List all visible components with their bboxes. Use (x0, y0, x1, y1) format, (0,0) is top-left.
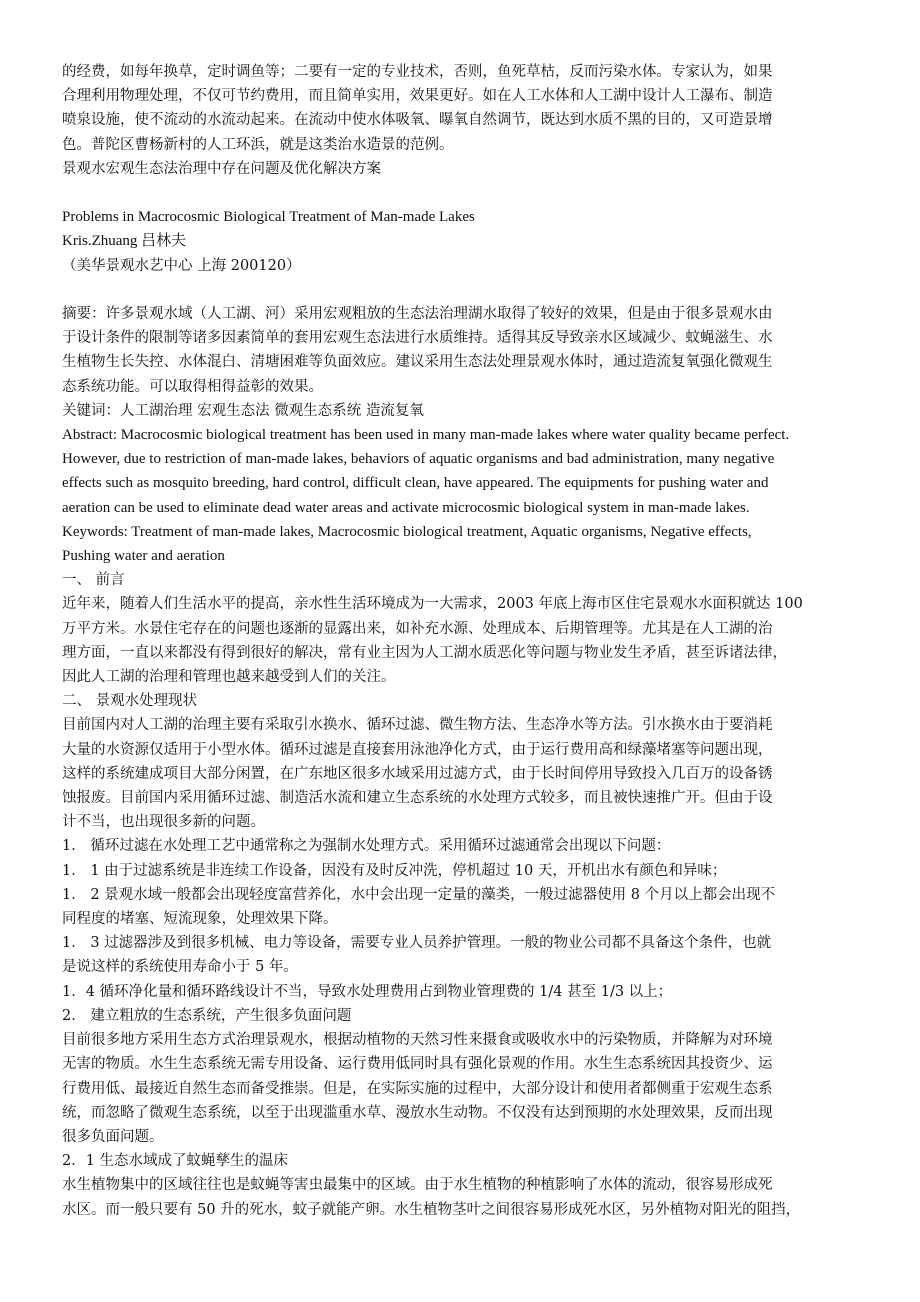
abstract-cn-line: 生植物生长失控、水体混白、清塘困难等负面效应。建议采用生态法处理景观水体时，通过造流复氧强化微观生 (62, 354, 773, 371)
list-item: 2． 建立粗放的生态系统，产生很多负面问题 (62, 1007, 352, 1024)
paper-title-en: Problems in Macrocosmic Biological Treatment of Man-made Lakes (62, 209, 475, 226)
body-line: 水区。而一般只要有 50 升的死水，蚊子就能产卵。水生植物茎叶之间很容易形成死水区，另外植物对阳光的阻挡， (62, 1201, 801, 1218)
list-item: 同程度的堵塞、短流现象，处理效果下降。 (62, 911, 338, 928)
intro-line: 色。普陀区曹杨新村的人工环浜，就是这类治水造景的范例。 (62, 136, 454, 153)
intro-line: 合理利用物理处理，不仅可节约费用，而且简单实用，效果更好。如在人工水体和人工湖中设计人工瀑布、制造 (62, 88, 773, 105)
body-line: 很多负面问题。 (62, 1128, 164, 1145)
intro-line: 的经费，如每年换草，定时调鱼等；二要有一定的专业技术，否则，鱼死草枯，反而污染水体。专家认为，如果 (62, 64, 773, 80)
abstract-cn-line: 于设计条件的限制等诸多因素简单的套用宏观生态法进行水质维持。适得其反导致亲水区域减少、蚊蝇滋生、水 (62, 330, 773, 347)
section1-line: 近年来，随着人们生活水平的提高，亲水性生活环境成为一大需求，2003 年底上海市区住宅景观水水面积就达 100 (62, 596, 803, 613)
section1-line: 理方面，一直以来都没有得到很好的解决，常有业主因为人工湖水质恶化等问题与物业发生矛盾，甚至诉诸法律， (62, 644, 787, 661)
section2-line: 这样的系统建成项目大部分闲置，在广东地区很多水域采用过滤方式，由于长时间停用导致投入几百万的设备锈 (62, 765, 773, 782)
section2-line: 大量的水资源仅适用于小型水体。循环过滤是直接套用泳池净化方式，由于运行费用高和绿藻堵塞等问题出现， (62, 741, 773, 758)
keywords-en-line: Keywords: Treatment of man-made lakes, Macrocosmic biological treatment, Aquatic organisms, Negative effects, (62, 523, 752, 540)
section-heading: 一、 前言 (62, 572, 125, 589)
section1-line: 因此人工湖的治理和管理也越来越受到人们的关注。 (62, 669, 396, 686)
list-item: 1． 3 过滤器涉及到很多机械、电力等设备，需要专业人员养护管理。一般的物业公司都不具备这个条件，也就 (62, 935, 772, 952)
section2-line: 计不当，也出现很多新的问题。 (62, 814, 265, 831)
section2-line: 目前国内对人工湖的治理主要有采取引水换水、循环过滤、微生物方法、生态净水等方法。引水换水由于要消耗 (62, 717, 773, 734)
keywords-en-line: Pushing water and aeration (62, 548, 225, 565)
authors: Kris.Zhuang 吕林夫 (62, 233, 187, 250)
keywords-cn: 关键词：人工湖治理 宏观生态法 微观生态系统 造流复氧 (62, 402, 424, 419)
abstract-en-line: effects such as mosquito breeding, hard control, difficult clean, have appeared. The equipments for pushing water and (62, 475, 769, 492)
spacer (62, 278, 858, 302)
abstract-en-line: aeration can be used to eliminate dead water areas and activate microcosmic biological system in man-made lakes. (62, 499, 750, 516)
list-item: 1． 1 由于过滤系统是非连续工作设备，因没有及时反冲洗，停机超过 10 天，开机出水有颜色和异味； (62, 862, 727, 879)
body-line: 水生植物集中的区域往往也是蚊蝇等害虫最集中的区域。由于水生植物的种植影响了水体的流动，很容易形成死 (62, 1177, 773, 1194)
list-item: 1． 2 景观水域一般都会出现轻度富营养化，水中会出现一定量的藻类，一般过滤器使用 8 个月以上都会出现不 (62, 886, 776, 903)
document-page (62, 60, 858, 1222)
abstract-cn-line: 摘要：许多景观水域（人工湖、河）采用宏观粗放的生态法治理湖水取得了较好的效果，但是由于很多景观水由 (62, 306, 773, 322)
list-item: 1．4 循环净化量和循环路线设计不当，导致水处理费用占到物业管理费的 1/4 甚至 1/3 以上； (62, 983, 673, 1000)
list-item: 是说这样的系统使用寿命小于 5 年。 (62, 959, 298, 976)
affiliation: （美华景观水艺中心 上海 200120） (62, 257, 301, 274)
abstract-en-line: Abstract: Macrocosmic biological treatment has been used in many man-made lakes where water quality became perfect. (62, 427, 790, 444)
subsection-heading: 2．1 生态水域成了蚊蝇孳生的温床 (62, 1153, 289, 1170)
body-line: 目前很多地方采用生态方式治理景观水，根据动植物的天然习性来摄食或吸收水中的污染物质，并降解为对环境 (62, 1032, 773, 1049)
paper-title-cn: 景观水宏观生态法治理中存在问题及优化解决方案 (62, 160, 381, 177)
list-item: 1． 循环过滤在水处理工艺中通常称之为强制水处理方式。采用循环过滤通常会出现以下问题： (62, 838, 671, 855)
body-line: 统，而忽略了微观生态系统，以至于出现滥重水草、漫放水生动物。不仅没有达到预期的水处理效果，反而出现 (62, 1104, 773, 1121)
abstract-cn-line: 态系统功能。可以取得相得益彰的效果。 (62, 378, 323, 395)
intro-line: 喷泉设施，使不流动的水流动起来。在流动中使水体吸氧、曝氧自然调节，既达到水质不黑的目的，又可造景增 (62, 112, 773, 129)
section1-line: 万平方米。水景住宅存在的问题也逐渐的显露出来，如补充水源、处理成本、后期管理等。尤其是在人工湖的治 (62, 620, 773, 637)
abstract-en-line: However, due to restriction of man-made lakes, behaviors of aquatic organisms and bad administration, many negative (62, 451, 775, 468)
body-line: 无害的物质。水生生态系统无需专用设备、运行费用低同时具有强化景观的作用。水生生态系统因其投资少、运 (62, 1056, 773, 1073)
body-line: 行费用低、最接近自然生态而备受推崇。但是，在实际实施的过程中，大部分设计和使用者都侧重于宏观生态系 (62, 1080, 773, 1097)
section2-line: 蚀报废。目前国内采用循环过滤、制造活水流和建立生态系统的水处理方式较多，而且被快速推广开。但由于设 (62, 790, 773, 807)
section-heading: 二、 景观水处理现状 (62, 693, 198, 710)
spacer (62, 181, 858, 205)
